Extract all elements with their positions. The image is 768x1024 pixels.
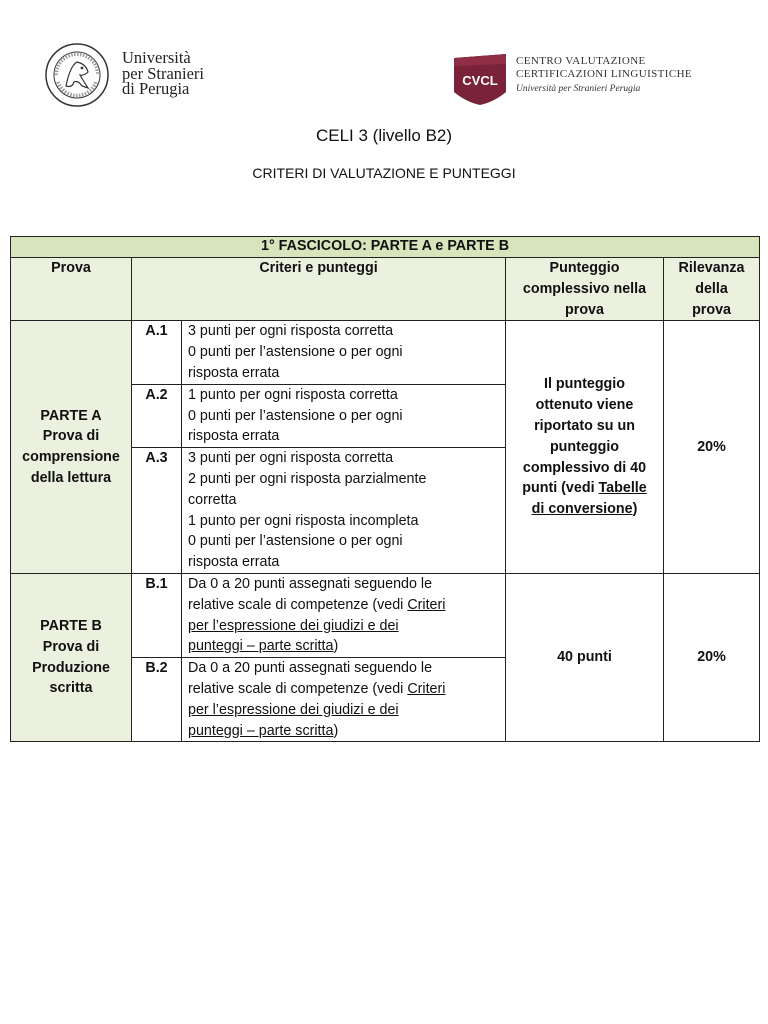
- header-rilevanza: [664, 258, 760, 321]
- table-band-row: [11, 237, 760, 258]
- university-name-line: Università: [122, 48, 191, 67]
- parte-a-label-line: comprensione: [22, 449, 120, 466]
- parte-b-label-line: scritta: [49, 680, 93, 697]
- criteria-b1: [182, 573, 506, 657]
- criteri-link[interactable]: Criteri: [407, 596, 446, 613]
- header-rilevanza-line: Rilevanza: [678, 260, 745, 276]
- criteria-line: [188, 636, 499, 657]
- table-row: [11, 573, 760, 657]
- header-criteri: Criteri e punteggi: [132, 258, 506, 321]
- evaluation-table: [10, 236, 760, 742]
- criteria-line: 3 punti per ogni risposta corretta: [188, 450, 394, 467]
- criteria-text: relative scale di competenze (vedi: [188, 680, 408, 697]
- criteria-line: Da 0 a 20 punti assegnati seguendo le: [188, 660, 433, 677]
- parte-a-label-line: della lettura: [30, 469, 112, 486]
- university-name: [122, 50, 204, 97]
- criteria-line: corretta: [188, 491, 237, 508]
- table-row: [11, 321, 760, 384]
- criteria-line: [188, 679, 499, 700]
- cvcl-name: [516, 55, 692, 94]
- item-code-a3: A.3: [132, 448, 182, 574]
- criteria-line: [188, 721, 499, 742]
- criteria-text: relative scale di competenze (vedi: [188, 596, 408, 613]
- criteria-line: 1 punto per ogni risposta incompleta: [188, 512, 419, 529]
- table-header-row: [11, 258, 760, 321]
- punteggio-line: [512, 478, 657, 499]
- conversione-link[interactable]: di conversione: [531, 501, 633, 518]
- criteria-line: Da 0 a 20 punti assegnati seguendo le: [188, 575, 433, 592]
- parte-a-label-line: Prova di: [42, 428, 100, 445]
- criteria-line: 0 punti per l’astensione o per ogni: [188, 344, 403, 361]
- cvcl-name-line: CENTRO VALUTAZIONE: [516, 55, 646, 67]
- criteria-b2: [182, 658, 506, 742]
- parte-a-rilevanza: 20%: [664, 321, 760, 574]
- university-name-line: di Perugia: [122, 79, 190, 98]
- header-punteggio-line: complessivo nella: [522, 280, 647, 297]
- parte-b-rilevanza: 20%: [664, 573, 760, 741]
- criteri-link[interactable]: per l’espressione dei giudizi e dei: [188, 617, 399, 634]
- punteggio-text: punti (vedi: [522, 480, 599, 497]
- criteria-a1: [182, 321, 506, 384]
- punteggio-line: punteggio: [549, 438, 620, 455]
- header-prova: Prova: [11, 258, 132, 321]
- criteria-line: risposta errata: [188, 364, 280, 381]
- criteria-a2: [182, 384, 506, 447]
- criteria-a3: [182, 448, 506, 574]
- criteria-line: 1 punto per ogni risposta corretta: [188, 386, 398, 403]
- punteggio-line: riportato su un: [534, 417, 635, 434]
- criteria-line: 2 punti per ogni risposta parzialmente: [188, 470, 427, 487]
- cvcl-badge-text: CVCL: [462, 73, 498, 88]
- punteggio-text: ): [632, 501, 638, 518]
- criteria-line: risposta errata: [188, 554, 280, 571]
- tabelle-link[interactable]: Tabelle: [598, 480, 647, 497]
- criteria-line: [188, 595, 499, 616]
- item-code-b2: B.2: [132, 658, 182, 742]
- university-seal-icon: [44, 42, 110, 108]
- criteri-link[interactable]: punteggi – parte scritta: [188, 638, 334, 655]
- parte-b-label-line: PARTE B: [40, 618, 102, 635]
- criteria-text: ): [333, 722, 339, 739]
- header-rilevanza-line: prova: [692, 301, 731, 318]
- parte-a-label-line: PARTE A: [40, 407, 102, 424]
- criteria-line: 0 punti per l’astensione o per ogni: [188, 407, 403, 424]
- document-title: CELI 3 (livello B2): [315, 126, 453, 145]
- punteggio-line: ottenuto viene: [535, 397, 634, 414]
- criteri-link[interactable]: per l’espressione dei giudizi e dei: [188, 701, 399, 718]
- header-punteggio-line: Punteggio: [549, 260, 620, 276]
- parte-b-label-line: Prova di: [42, 638, 100, 655]
- parte-b-label: [11, 573, 132, 741]
- document-subtitle: CRITERI DI VALUTAZIONE E PUNTEGGI: [252, 165, 516, 181]
- cvcl-name-line: CERTIFICAZIONI LINGUISTICHE: [516, 68, 693, 80]
- cvcl-logo: [452, 52, 712, 108]
- table-band: 1° FASCICOLO: PARTE A e PARTE B: [11, 237, 760, 258]
- header-punteggio: [506, 258, 664, 321]
- punteggio-line: Il punteggio: [544, 376, 625, 393]
- cvcl-affiliation: Università per Stranieri Perugia: [516, 84, 641, 94]
- cvcl-shield-icon: [452, 52, 508, 106]
- parte-a-punteggio: [506, 321, 664, 574]
- punteggio-line: complessivo di 40: [522, 459, 647, 476]
- header-rilevanza-line: della: [695, 280, 728, 297]
- parte-a-label: [11, 321, 132, 574]
- criteri-link[interactable]: Criteri: [407, 680, 446, 697]
- criteria-line: 3 punti per ogni risposta corretta: [188, 323, 394, 340]
- parte-b-punteggio: 40 punti: [506, 573, 664, 741]
- university-logo: [44, 42, 244, 110]
- item-code-a2: A.2: [132, 384, 182, 447]
- criteria-line: [188, 700, 499, 721]
- parte-b-label-line: Produzione: [32, 659, 110, 676]
- criteri-link[interactable]: punteggi – parte scritta: [188, 722, 334, 739]
- criteria-line: 0 punti per l’astensione o per ogni: [188, 533, 403, 550]
- criteria-line: risposta errata: [188, 428, 280, 445]
- university-name-line: per Stranieri: [122, 63, 205, 83]
- item-code-a1: A.1: [132, 321, 182, 384]
- punteggio-line: [512, 499, 657, 520]
- header-punteggio-line: prova: [565, 301, 604, 318]
- criteria-text: ): [333, 638, 339, 655]
- criteria-line: [188, 616, 499, 637]
- item-code-b1: B.1: [132, 573, 182, 657]
